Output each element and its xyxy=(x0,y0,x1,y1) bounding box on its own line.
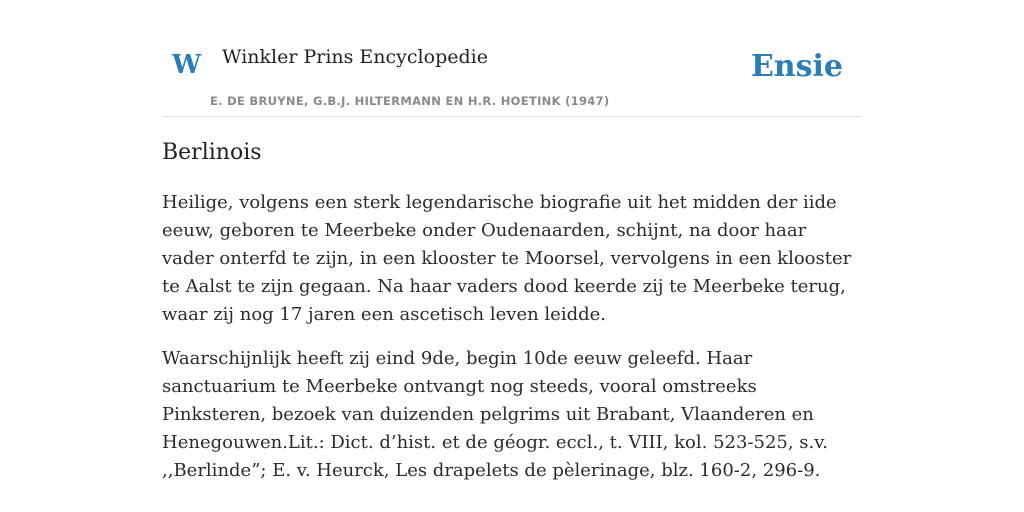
source-header xyxy=(162,0,862,117)
article-paragraph: Waarschijnlijk heeft zij eind 9de, begin 10de eeuw geleefd. Haar sanctuarium te Meerbeke ontvangt nog steeds, vooral omstreeks Pinksteren, bezoek van duizenden pelgrims uit Brabant, Vlaanderen en Henegouwen.Lit.: Dict. d’hist. et de géogr. eccl., t. VIII, kol. 523-525, s.v. ,,Berlinde”; E. v. Heurck, Les drapelets de pèlerinage, blz. 160-2, 296-9. xyxy=(162,347,829,481)
winkler-prins-logo-icon[interactable]: W xyxy=(172,50,202,80)
article-headword: Berlinois xyxy=(162,140,262,165)
ensie-logo[interactable]: Ensie xyxy=(750,49,843,84)
article-paragraph: Heilige, volgens een sterk legendarische biografie uit het midden der iide eeuw, geboren te Meerbeke onder Oudenaarden, schijnt, na door haar vader onterfd te zijn, in een klooster te Moorsel, vervolgens in een klooster te Aalst te zijn gegaan. Na haar vaders dood keerde zij te Meerbeke terug, waar zij nog 17 jaren een ascetisch leven leidde. xyxy=(162,191,852,325)
source-byline: E. DE BRUYNE, G.B.J. HILTERMANN EN H.R. HOETINK (1947) xyxy=(210,94,610,108)
source-title[interactable]: Winkler Prins Encyclopedie xyxy=(222,46,488,68)
article xyxy=(162,138,862,501)
